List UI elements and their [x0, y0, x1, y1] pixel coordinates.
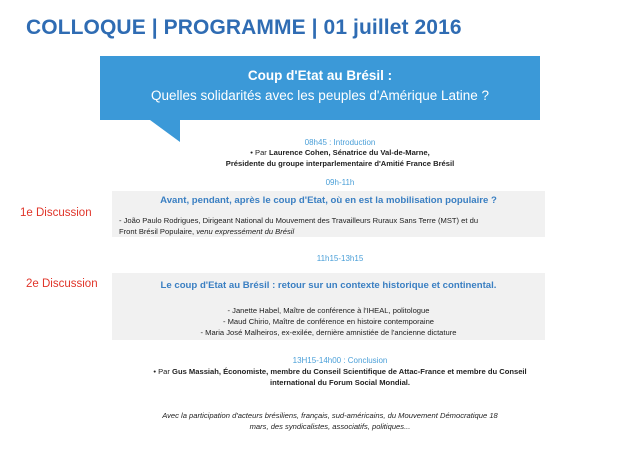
discussion1-speaker-line2: Front Brésil Populaire, [119, 227, 197, 236]
conclusion-prefix: • Par [153, 367, 173, 376]
discussion1-title: Avant, pendant, après le coup d'Etat, où en est la mobilisation populaire ? [160, 195, 497, 206]
page-title: COLLOQUE | PROGRAMME | 01 juillet 2016 [26, 16, 462, 39]
discussion1-time: 09h-11h [325, 178, 355, 187]
discussion2-label: 2e Discussion [26, 278, 98, 290]
discussion1-speaker-note: venu expressément du Brésil [196, 227, 295, 236]
discussion1-speaker-line1: - João Paulo Rodrigues, Dirigeant National du Mouvement des Travailleurs Ruraux Sans Terre (MST) et du [119, 216, 479, 225]
banner-pointer [150, 120, 180, 142]
discussion2-title: Le coup d'Etat au Brésil : retour sur un contexte historique et continental. [160, 280, 497, 291]
title-banner [100, 56, 540, 120]
conclusion-speaker [120, 366, 560, 377]
banner-subtitle: Quelles solidarités avec les peuples d'Amérique Latine ? [150, 88, 490, 103]
intro-prefix: • Par [250, 148, 269, 157]
discussion2-speaker-3: - Maria José Malheiros, ex-exilée, dernière amnistiée de l'ancienne dictature [200, 328, 457, 337]
conclusion-speaker-role: international du Forum Social Mondial. [269, 378, 411, 387]
banner-title: Coup d'Etat au Brésil : [247, 68, 393, 83]
intro-speaker [120, 147, 560, 158]
discussion2-box [112, 273, 545, 340]
discussion2-time: 11h15-13h15 [316, 254, 364, 263]
discussion1-box [112, 191, 545, 237]
discussion2-speaker-1: - Janette Habel, Maître de conférence à l'IHEAL, politologue [227, 306, 430, 315]
intro-speaker-role: Présidente du groupe interparlementaire d'Amitié France Brésil [225, 159, 455, 168]
discussion1-speaker [119, 215, 544, 237]
intro-time: 08h45 : Introduction [304, 138, 376, 147]
footer-line-2: mars, des syndicalistes, associatifs, politiques... [249, 422, 411, 431]
discussion2-speaker-2: - Maud Chirio, Maître de conférence en histoire contemporaine [222, 317, 435, 326]
discussion1-label: 1e Discussion [20, 207, 92, 219]
footer-line-1: Avec la participation d'acteurs brésiliens, français, sud-américains, du Mouvement Démocratique 18 [162, 411, 498, 420]
intro-speaker-name: Laurence Cohen, Sénatrice du Val-de-Marne, [268, 148, 430, 157]
conclusion-speaker-name: Gus Massiah, Économiste, membre du Conseil Scientifique de Attac-France et membre du Conseil [172, 367, 527, 376]
conclusion-time: 13H15-14h00 : Conclusion [292, 356, 388, 365]
